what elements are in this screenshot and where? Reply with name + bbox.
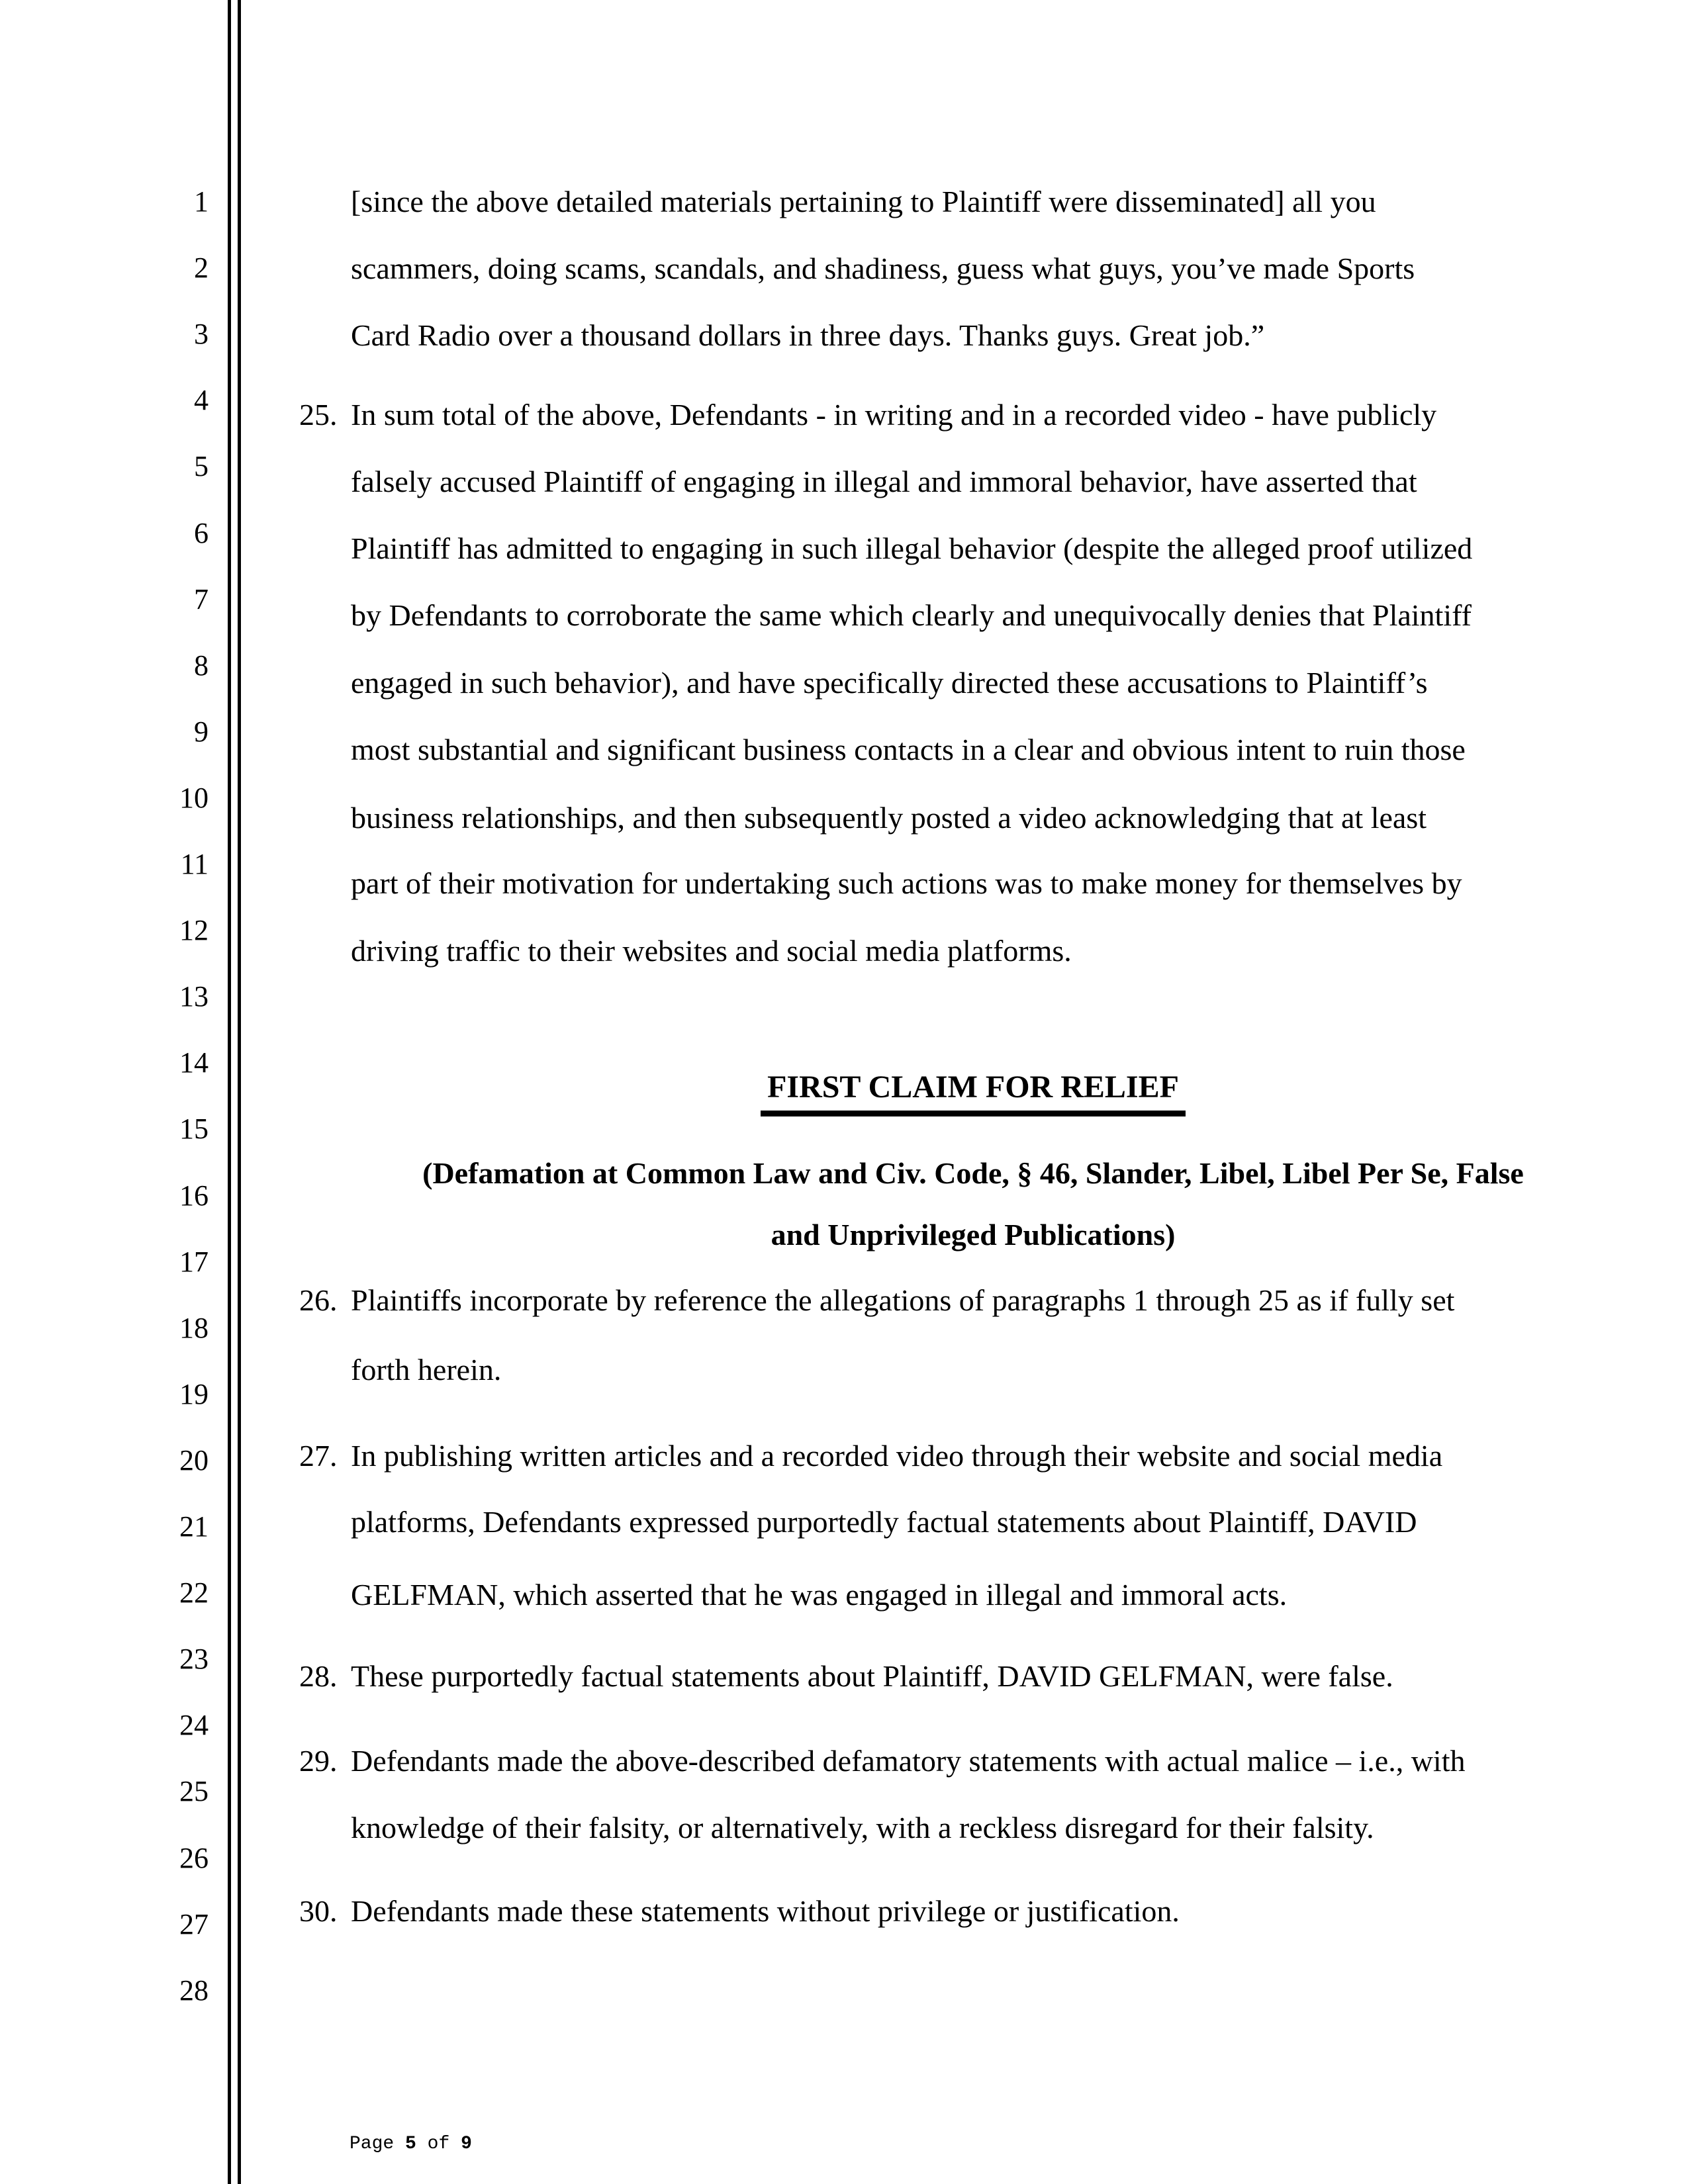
- claim-subheading-line: and Unprivileged Publications): [771, 1218, 1176, 1251]
- line-number: 8: [194, 649, 209, 682]
- footer-total-pages: 9: [461, 2134, 472, 2154]
- line-number: 11: [180, 848, 209, 880]
- paragraph-text: Plaintiffs incorporate by reference the allegations of paragraphs 1 through 25 as if fully set: [351, 1283, 1455, 1317]
- paragraph-text: Defendants made the above-described defamatory statements with actual malice – i.e., with: [351, 1744, 1466, 1778]
- line-number: 9: [194, 715, 209, 748]
- paragraph-text-line: knowledge of their falsity, or alternatively, with a reckless disregard for their falsity.: [351, 1811, 1374, 1844]
- paragraph-first-line: [299, 1660, 1393, 1693]
- paragraph-number: 27.: [299, 1439, 338, 1473]
- paragraph-number: 30.: [299, 1894, 338, 1928]
- paragraph-text-line: GELFMAN, which asserted that he was engaged in illegal and immoral acts.: [351, 1578, 1288, 1612]
- paragraph-text-line: Plaintiff has admitted to engaging in such illegal behavior (despite the alleged proof utilized: [351, 531, 1473, 565]
- paragraph-text-line: driving traffic to their websites and social media platforms.: [351, 934, 1072, 968]
- paragraph-number: 26.: [299, 1283, 338, 1317]
- paragraph-first-line: [299, 1895, 1180, 1928]
- line-number: 21: [179, 1510, 209, 1543]
- line-number: 12: [179, 914, 209, 947]
- line-number: 22: [179, 1576, 209, 1610]
- claim-heading: [351, 1071, 1595, 1116]
- paragraph-first-line: [299, 1439, 1442, 1473]
- line-number: 1: [194, 185, 209, 218]
- paragraph-text: Defendants made these statements without privilege or justification.: [351, 1894, 1180, 1928]
- line-number: 24: [179, 1709, 209, 1742]
- paragraph-first-line: [299, 1745, 1465, 1778]
- line-number: 20: [179, 1443, 209, 1477]
- footer-of-word: of: [427, 2134, 450, 2154]
- line-number: 16: [179, 1179, 209, 1212]
- line-number: 26: [179, 1841, 209, 1874]
- paragraph-first-line: [299, 1284, 1454, 1317]
- paragraph-number: 29.: [299, 1744, 338, 1778]
- claim-subheading-line: (Defamation at Common Law and Civ. Code, § 46, Slander, Libel, Libel Per Se, False: [422, 1156, 1524, 1190]
- paragraph-text-line: most substantial and significant business contacts in a clear and obvious intent to ruin those: [351, 733, 1466, 766]
- line-number: 19: [179, 1377, 209, 1410]
- page-footer: [350, 2133, 472, 2156]
- line-number: 15: [179, 1113, 209, 1146]
- quoted-text-line: scammers, doing scams, scandals, and shadiness, guess what guys, you’ve made Sports: [351, 251, 1415, 285]
- line-number: 4: [194, 384, 209, 417]
- line-number: 18: [179, 1311, 209, 1344]
- paragraph-text-line: platforms, Defendants expressed purportedly factual statements about Plaintiff, DAVID: [351, 1505, 1417, 1539]
- paragraph-number: 25.: [299, 398, 338, 432]
- paragraph-text-line: falsely accused Plaintiff of engaging in illegal and immoral behavior, have asserted that: [351, 465, 1417, 498]
- paragraph-text: These purportedly factual statements about Plaintiff, DAVID GELFMAN, were false.: [351, 1659, 1393, 1693]
- line-number: 17: [179, 1245, 209, 1278]
- paragraph-text-line: forth herein.: [351, 1353, 502, 1387]
- paragraph-text-line: by Defendants to corroborate the same which clearly and unequivocally denies that Plaintiff: [351, 598, 1472, 632]
- paragraph-number: 28.: [299, 1659, 338, 1693]
- line-number: 5: [194, 450, 209, 483]
- quoted-text-line: [since the above detailed materials pertaining to Plaintiff were disseminated] all you: [351, 185, 1376, 218]
- paragraph-text: In publishing written articles and a recorded video through their website and social media: [351, 1439, 1443, 1473]
- paragraph-text-line: business relationships, and then subsequently posted a video acknowledging that at least: [351, 801, 1427, 835]
- line-number: 13: [179, 980, 209, 1013]
- vertical-rule-inner: [238, 0, 241, 2184]
- quoted-text-line: Card Radio over a thousand dollars in three days. Thanks guys. Great job.”: [351, 318, 1265, 352]
- claim-heading-text: FIRST CLAIM FOR RELIEF: [761, 1071, 1186, 1116]
- line-number: 28: [179, 1974, 209, 2007]
- line-number: 10: [179, 781, 209, 814]
- line-number: 6: [194, 516, 209, 549]
- line-number: 2: [194, 251, 209, 285]
- footer-page-number: 5: [405, 2134, 416, 2154]
- line-number: 14: [179, 1046, 209, 1079]
- vertical-rule-outer: [228, 0, 231, 2184]
- line-number: 27: [179, 1907, 209, 1940]
- line-number: 25: [179, 1775, 209, 1808]
- paragraph-first-line: [299, 398, 1436, 432]
- line-number: 7: [194, 582, 209, 615]
- line-number: 3: [194, 318, 209, 351]
- paragraph-text-line: engaged in such behavior), and have specifically directed these accusations to Plaintiff’s: [351, 666, 1428, 700]
- paragraph-text-line: part of their motivation for undertaking such actions was to make money for themselves by: [351, 866, 1462, 900]
- footer-page-word: Page: [350, 2134, 395, 2154]
- paragraph-text: In sum total of the above, Defendants - in writing and in a recorded video - have publicly: [351, 398, 1437, 432]
- line-number: 23: [179, 1643, 209, 1676]
